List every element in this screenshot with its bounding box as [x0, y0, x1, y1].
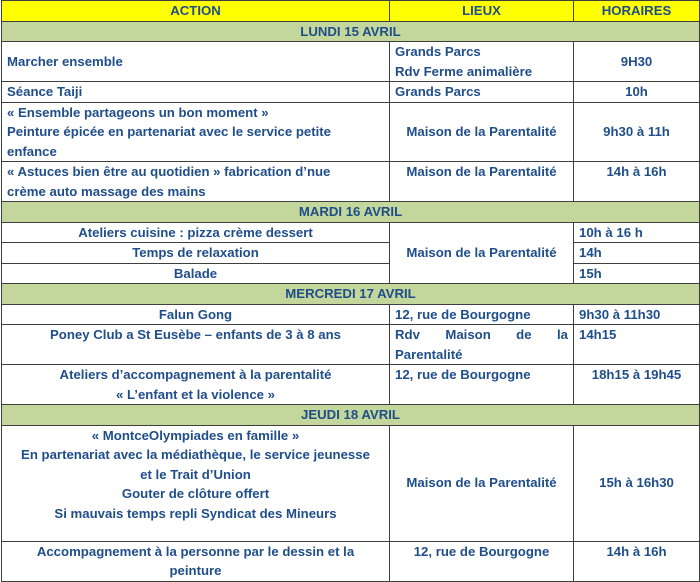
action-cell: Poney Club a St Eusèbe – enfants de 3 à 8 ans: [2, 325, 390, 365]
table-row: [2, 365, 700, 405]
programme-table: [1, 0, 700, 582]
action-text-3: et le Trait d’Union: [140, 466, 251, 482]
horaire-cell: 10h à 16 h: [574, 222, 700, 243]
day-row-jeudi: [2, 405, 700, 426]
action-text-2: En partenariat avec la médiathèque, le service jeunesse: [21, 447, 370, 462]
action-cell: [2, 365, 390, 405]
action-text-2: Peinture épicée en partenariat avec le service petite: [7, 124, 331, 139]
header-lieux: LIEUX: [390, 1, 574, 22]
table-row: [2, 325, 700, 365]
day-jeudi: JEUDI 18 AVRIL: [2, 405, 700, 426]
action-text: « MontceOlympiades en famille »: [91, 427, 300, 443]
lieu-cell: Maison de la Parentalité: [390, 162, 574, 202]
action-text: Ateliers d’accompagnement à la parentalité: [59, 367, 332, 382]
table-row: [2, 42, 700, 82]
action-text-4: Gouter de clôture offert: [121, 486, 270, 501]
action-text: « Astuces bien être au quotidien » fabrication d’nue: [7, 164, 331, 179]
table-row: [2, 243, 700, 264]
lieu-cell: 12, rue de Bourgogne: [390, 365, 574, 405]
horaire-cell: 15h: [574, 263, 700, 284]
action-text-2: peinture: [169, 563, 222, 578]
horaire-cell: 15h à 16h30: [574, 425, 700, 541]
lieu-text-2: Parentalité: [395, 346, 463, 362]
lieu-cell: [390, 325, 574, 365]
action-cell: Ateliers cuisine : pizza crème dessert: [2, 222, 390, 243]
day-mercredi: MERCREDI 17 AVRIL: [2, 284, 700, 305]
header-horaires: HORAIRES: [574, 1, 700, 22]
action-cell: Balade: [2, 263, 390, 284]
table-row: [2, 263, 700, 284]
header-action: ACTION: [2, 1, 390, 22]
horaire-cell: 10h: [574, 82, 700, 103]
action-text-2: « L’enfant et la violence »: [115, 386, 276, 402]
day-row-lundi: [2, 21, 700, 42]
horaire-cell: 9H30: [574, 42, 700, 82]
table-row: [2, 162, 700, 202]
action-cell: [2, 162, 390, 202]
lieu-cell: [390, 42, 574, 82]
horaire-cell: 18h15 à 19h45: [574, 365, 700, 405]
lieu-cell: Maison de la Parentalité: [390, 102, 574, 162]
lieu-cell: Maison de la Parentalité: [390, 222, 574, 284]
action-cell: [2, 102, 390, 162]
lieu-cell: 12, rue de Bourgogne: [390, 541, 574, 581]
horaire-cell: 14h15: [574, 325, 700, 365]
table-row: [2, 102, 700, 162]
lieu-text-2: Rdv Ferme animalière: [395, 63, 533, 79]
lieu-cell: Grands Parcs: [390, 82, 574, 103]
lieu-text: Rdv Maison de la: [395, 327, 568, 342]
lieu-cell: 12, rue de Bourgogne: [390, 304, 574, 325]
table-row: [2, 222, 700, 243]
action-cell: Séance Taiji: [2, 82, 390, 103]
action-cell: [2, 425, 390, 541]
table-row: [2, 82, 700, 103]
action-text: Marcher ensemble: [7, 53, 123, 69]
table-row: [2, 541, 700, 581]
action-text: « Ensemble partageons un bon moment »: [7, 104, 269, 120]
action-text: Accompagnement à la personne par le dessin et la: [36, 543, 355, 559]
action-cell: [2, 541, 390, 581]
horaire-cell: 14h à 16h: [574, 162, 700, 202]
day-row-mardi: [2, 202, 700, 223]
action-text-3: enfance: [7, 143, 57, 159]
day-mardi: MARDI 16 AVRIL: [2, 202, 700, 223]
horaire-cell: 9h30 à 11h30: [574, 304, 700, 325]
action-cell: Temps de relaxation: [2, 243, 390, 264]
table-row: [2, 304, 700, 325]
action-text-2: crème auto massage des mains: [7, 183, 206, 199]
lieu-cell: Maison de la Parentalité: [390, 425, 574, 541]
action-cell: [2, 42, 390, 82]
lieu-text: Grands Parcs: [395, 44, 481, 59]
day-row-mercredi: [2, 284, 700, 305]
header-row: [2, 1, 700, 22]
action-text-5: Si mauvais temps repli Syndicat des Mineurs: [54, 505, 337, 521]
action-cell: Falun Gong: [2, 304, 390, 325]
table-row: [2, 425, 700, 541]
horaire-cell: 9h30 à 11h: [574, 102, 700, 162]
horaire-cell: 14h: [574, 243, 700, 264]
day-lundi: LUNDI 15 AVRIL: [2, 21, 700, 42]
horaire-cell: 14h à 16h: [574, 541, 700, 581]
